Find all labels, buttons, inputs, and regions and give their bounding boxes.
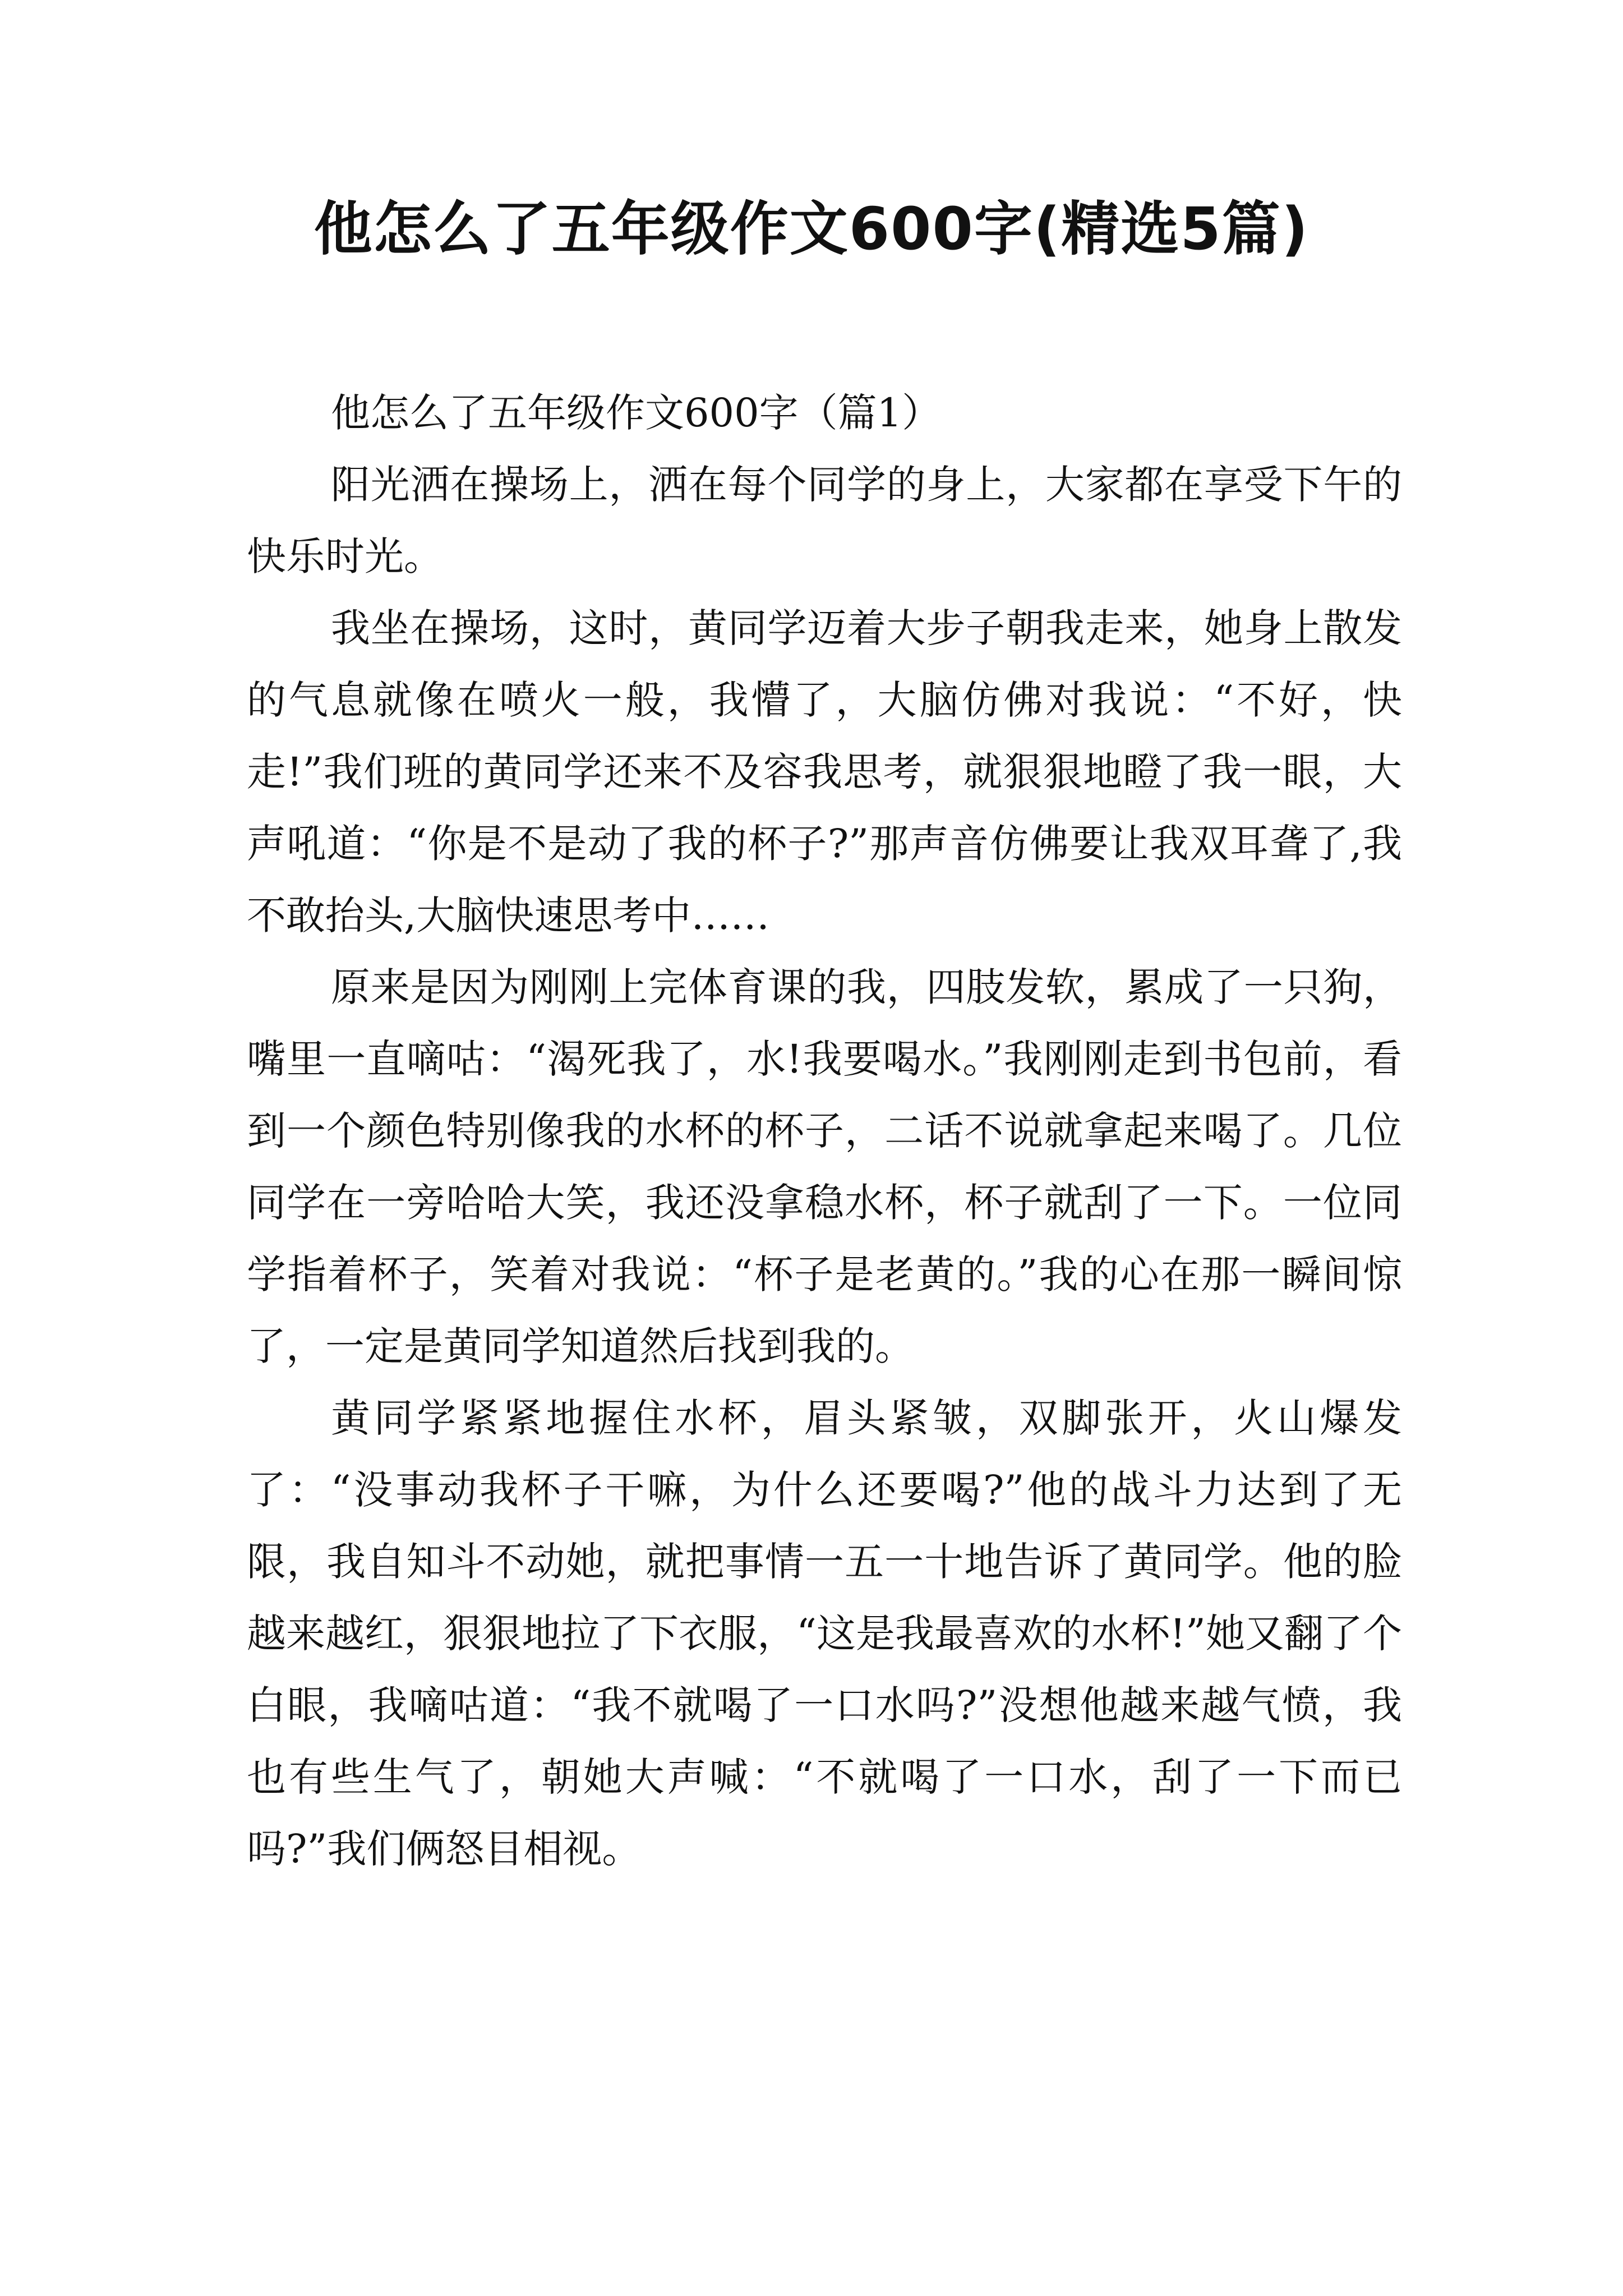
paragraph: 黄同学紧紧地握住水杯，眉头紧皱，双脚张开，火山爆发了：“没事动我杯子干嘛，为什么还要喝?”他的战斗力达到了无限，我自知斗不动她，就把事情一五一十地告诉了黄同学。他的脸越来越红，狠狠地拉了下衣服，“这是我最喜欢的水杯!”她又翻了个白眼，我嘀咕道：“我不就喝了一口水吗?”没想他越来越气愤，我也有些生气了，朝她大声喊：“不就喝了一口水，刮了一下而已吗?”我们俩怒目相视。 <box>247 1395 1402 1872</box>
paragraph: 原来是因为刚刚上完体育课的我，四肢发软，累成了一只狗，嘴里一直嘀咕：“渴死我了，水!我要喝水。”我刚刚走到书包前，看到一个颜色特别像我的水杯的杯子，二话不说就拿起来喝了。几位同学在一旁哈哈大笑，我还没拿稳水杯，杯子就刮了一下。一位同学指着杯子，笑着对我说：“杯子是老黄的。”我的心在那一瞬间惊了，一定是黄同学知道然后找到我的。 <box>247 964 1402 1369</box>
paragraph: 阳光洒在操场上，洒在每个同学的身上，大家都在享受下午的快乐时光。 <box>247 462 1402 579</box>
paragraph: 我坐在操场，这时，黄同学迈着大步子朝我走来，她身上散发的气息就像在喷火一般，我懵了，大脑仿佛对我说：“不好，快走!”我们班的黄同学还来不及容我思考，就狠狠地瞪了我一眼，大声吼道：“你是不是动了我的杯子?”那声音仿佛要让我双耳聋了,我不敢抬头,大脑快速思考中…… <box>247 605 1402 938</box>
document-body <box>247 377 1402 1885</box>
section-heading: 他怎么了五年级作文600字（篇1） <box>331 390 942 436</box>
document-title: 他怎么了五年级作文600字(精选5篇) <box>313 195 1310 263</box>
